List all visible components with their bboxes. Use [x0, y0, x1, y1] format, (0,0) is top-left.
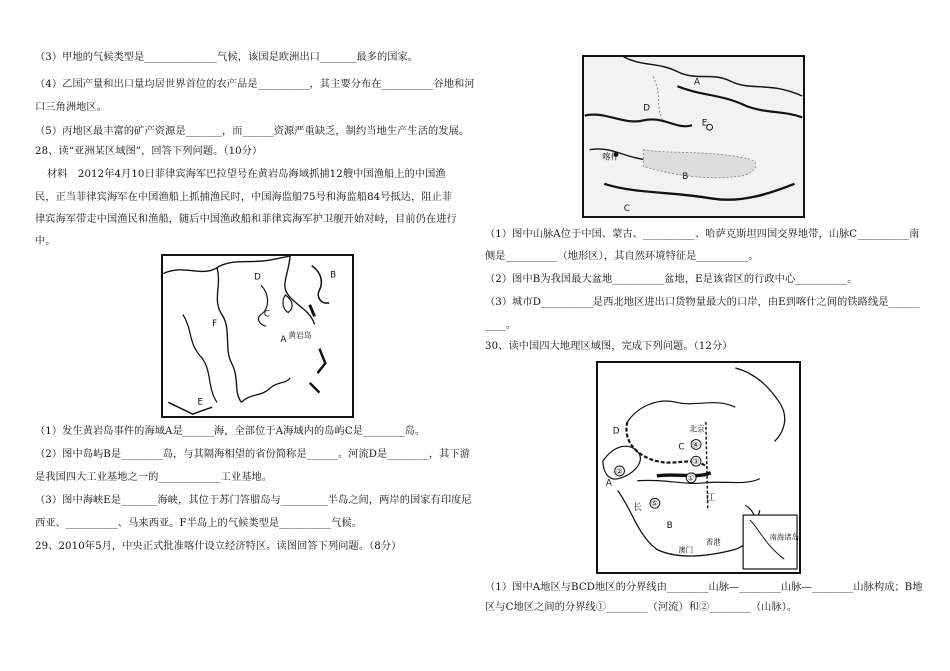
- q28-material-line1: 材料 2012年4月10日菲律宾海军巴拉望号在黄岩岛海域抓捕12艘中国渔船上的中国渔: [47, 169, 446, 180]
- map2-label-e: E: [701, 118, 708, 129]
- map1-label-a: A: [280, 334, 287, 345]
- map1-label-d: D: [254, 272, 261, 283]
- xinjiang-map: [582, 55, 805, 218]
- map3-label-circle2: ②: [615, 466, 623, 476]
- map1-label-e: E: [197, 397, 204, 408]
- map2-label-kashi: 喀什: [602, 151, 619, 162]
- map3-label-beijing: 北京: [689, 424, 705, 434]
- map3-label-d: D: [612, 426, 620, 437]
- q29-3-line1: （3）城市D__________是西北地区进出口货物量最大的口岸，由E到喀什之间的铁路线是______: [485, 297, 920, 308]
- map1-label-c: C: [263, 309, 270, 320]
- q27-4-line2: 口三角洲地区。: [35, 102, 108, 113]
- china-regions-map: [596, 361, 801, 574]
- q29-title: 29、2010年5月，中央正式批准喀什设立经济特区。读图回答下列问题。（8分）: [35, 541, 402, 552]
- map3-label-jiang: 江: [705, 493, 715, 504]
- q28-3-line2: 西亚、__________、马来西亚。F半岛上的气候类型是__________气候。: [35, 518, 363, 529]
- q28-material-line2: 民，正当菲律宾海军在中国渔船上抓捕渔民时，中国海监船75号和海监船84号抵达，阻止菲: [35, 192, 453, 203]
- q28-material-line3: 律宾海军带走中国渔民和渔船，随后中国渔政船和菲律宾海军护卫舰开始对峙，目前仍在进行: [35, 214, 457, 225]
- map3-label-chang: 长: [633, 503, 643, 514]
- map3-label-aomen: 澳门: [678, 545, 694, 555]
- map3-label-b: B: [666, 520, 673, 531]
- map3-label-circle5: ⑤: [650, 499, 658, 509]
- map3-label-c: C: [678, 442, 685, 453]
- q27-3: （3）甲地的气候类型是______________气候，该国是欧洲出口_______最多的国家。: [35, 52, 419, 63]
- map3-label-circle1: ①: [687, 473, 695, 483]
- map2-label-d: D: [643, 103, 651, 114]
- xinjiang-map-svg: [584, 57, 803, 216]
- map2-label-c: C: [623, 204, 630, 215]
- asia-region-map: [161, 254, 354, 418]
- map1-label-b: B: [330, 270, 337, 281]
- q28-3-line1: （3）图中海峡E是_______海峡，其位于苏门答腊岛与_________半岛之间，两岸的国家有印度尼: [35, 495, 472, 506]
- map3-label-nanhai: 南海诸岛: [769, 532, 799, 542]
- q29-2: （2）图中B为我国最大盆地__________盆地，E是该省区的行政中心__________。: [485, 274, 858, 285]
- map3-label-a: A: [605, 478, 612, 489]
- q28-material-line4: 中。: [35, 236, 56, 247]
- q29-1-line2: 侧是__________（地形区），其自然环境特征是__________。: [485, 251, 759, 262]
- china-regions-map-svg: [598, 363, 799, 572]
- map1-label-huangyan: 黄岩岛: [288, 330, 312, 340]
- q28-1: （1）发生黄岩岛事件的海域A是______海，全部位于A海域内的岛屿C是________岛。: [35, 426, 426, 437]
- map1-label-f: F: [212, 319, 218, 330]
- q29-1-line1: （1）图中山脉A位于中国、蒙古、__________、哈萨克斯坦四国交界地带，山脉C__________南: [485, 229, 920, 240]
- q28-title: 28、读“亚洲某区域图”，回答下列问题。（10分）: [35, 146, 263, 157]
- q28-2-line1: （2）图中岛屿B是________岛，与其隔海相望的省份简称是______。河流D是________，其下游: [35, 449, 471, 460]
- q30-1-line1: （1）图中A地区与BCD地区的分界线由________山脉—________山脉—________山脉构成；B地: [485, 582, 923, 593]
- map3-label-xianggang: 香港: [705, 537, 721, 547]
- map2-label-b: B: [682, 171, 689, 182]
- q27-5: （5）丙地区最丰富的矿产资源是_______，而______资源严重缺乏，制约当地生产生活的发展。: [35, 126, 470, 137]
- q30-title: 30、读中国四大地理区域图，完成下列问题。（12分）: [485, 341, 733, 352]
- map3-label-circle3: ③: [692, 457, 700, 467]
- asia-region-map-svg: [163, 256, 352, 416]
- q28-2-line2: 是我国四大工业基地之一的____________工业基地。: [35, 472, 273, 483]
- map3-label-circle4: ④: [692, 440, 700, 450]
- q30-1-line2: 区与C地区之间的分界线①________（河流）和②________（山脉）。: [485, 602, 798, 613]
- q29-3-line2: ____。: [485, 320, 517, 331]
- map2-label-a: A: [693, 77, 700, 88]
- q27-4-line1: （4）乙国产量和出口量均居世界首位的农产品是__________，其主要分布在__________谷地和河: [35, 79, 475, 90]
